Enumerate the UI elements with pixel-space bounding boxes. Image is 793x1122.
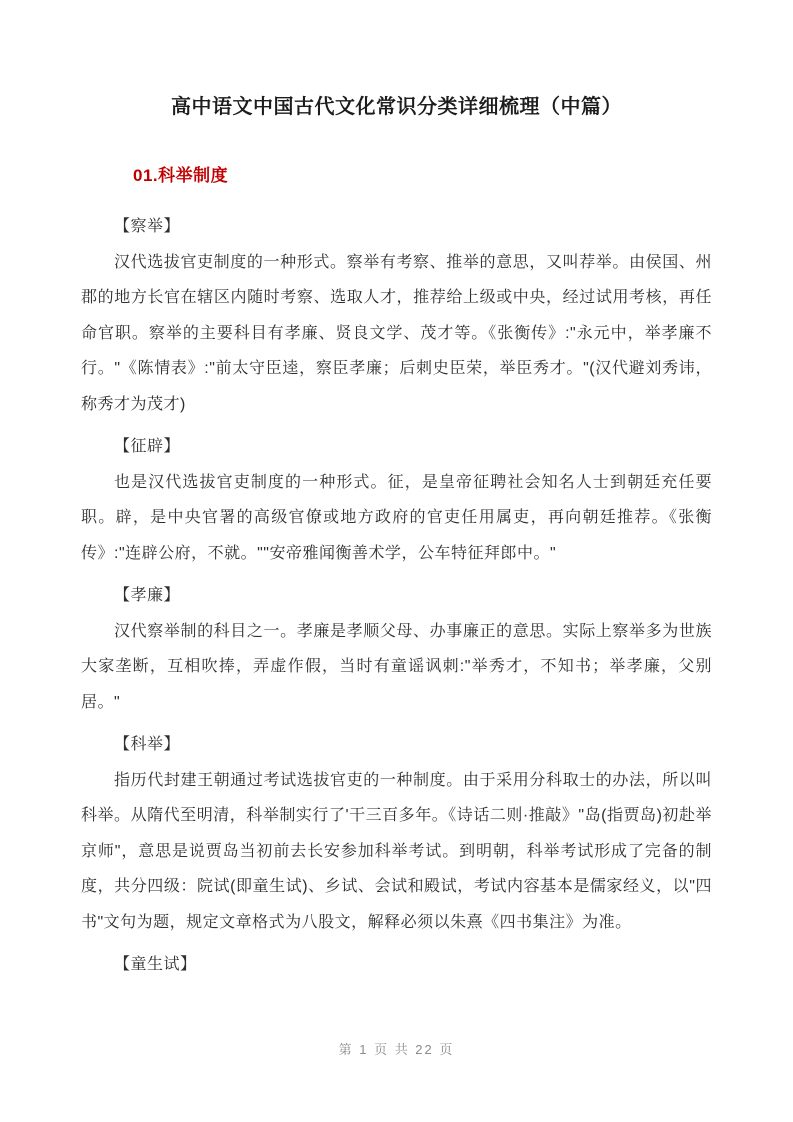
entry (81, 727, 712, 940)
entry-term: 【征辟】 (114, 438, 181, 455)
entry (81, 947, 712, 983)
document-title: 高中语文中国古代文化常识分类详细梳理（中篇） (171, 96, 622, 118)
entry-body: 汉代选拔官吏制度的一种形式。察举有考察、推举的意思，又叫荐举。由侯国、州郡的地方长官在辖区内随时考察、选取人才，推荐给上级或中央，经过试用考核，再任命官职。察举的主要科目有孝廉、贤良文学、茂才等。《张衡传》:"永元中，举孝廉不行。"《陈情表》:"前太守臣逵，察臣孝廉；后刺史臣荣，举臣秀才。"(汉代避刘秀讳，称秀才为茂才) (81, 253, 712, 413)
entry (81, 578, 712, 720)
entry-term: 【童生试】 (114, 956, 197, 973)
page-footer: 第 1 页 共 22 页 (338, 1042, 455, 1057)
entry-body: 也是汉代选拔官吏制度的一种形式。征，是皇帝征聘社会知名人士到朝廷充任要职。辟，是中央官署的高级官僚或地方政府的官吏任用属吏，再向朝廷推荐。《张衡传》:"连辟公府，不就。""安帝雅闻衡善术学，公车特征拜郎中。" (81, 473, 712, 562)
entry-body: 指历代封建王朝通过考试选拔官吏的一种制度。由于采用分科取士的办法，所以叫科举。从隋代至明清，科举制实行了'干三百多年。《诗话二则·推敲》"岛(指贾岛)初赴举京师"，意思是说贾岛当初前去长安参加科举考试。到明朝，科举考试形成了完备的制度，共分四级：院试(即童生试)、乡试、会试和殿试，考试内容基本是儒家经义，以"四书"文句为题，规定文章格式为八股文，解释必须以朱熹《四书集注》为准。 (81, 771, 712, 931)
entry-body: 汉代察举制的科目之一。孝廉是孝顺父母、办事廉正的意思。实际上察举多为世族大家垄断，互相吹捧，弄虚作假，当时有童谣讽刺:"举秀才，不知书；举孝廉，父别居。" (81, 622, 712, 711)
entry-term: 【察举】 (114, 218, 181, 235)
entry (81, 429, 712, 571)
entry (81, 209, 712, 422)
entry-term: 【孝廉】 (114, 587, 181, 604)
entry-list (81, 209, 712, 983)
entry-term: 【科举】 (114, 736, 181, 753)
section-number-heading: 01.科举制度 (133, 166, 229, 185)
